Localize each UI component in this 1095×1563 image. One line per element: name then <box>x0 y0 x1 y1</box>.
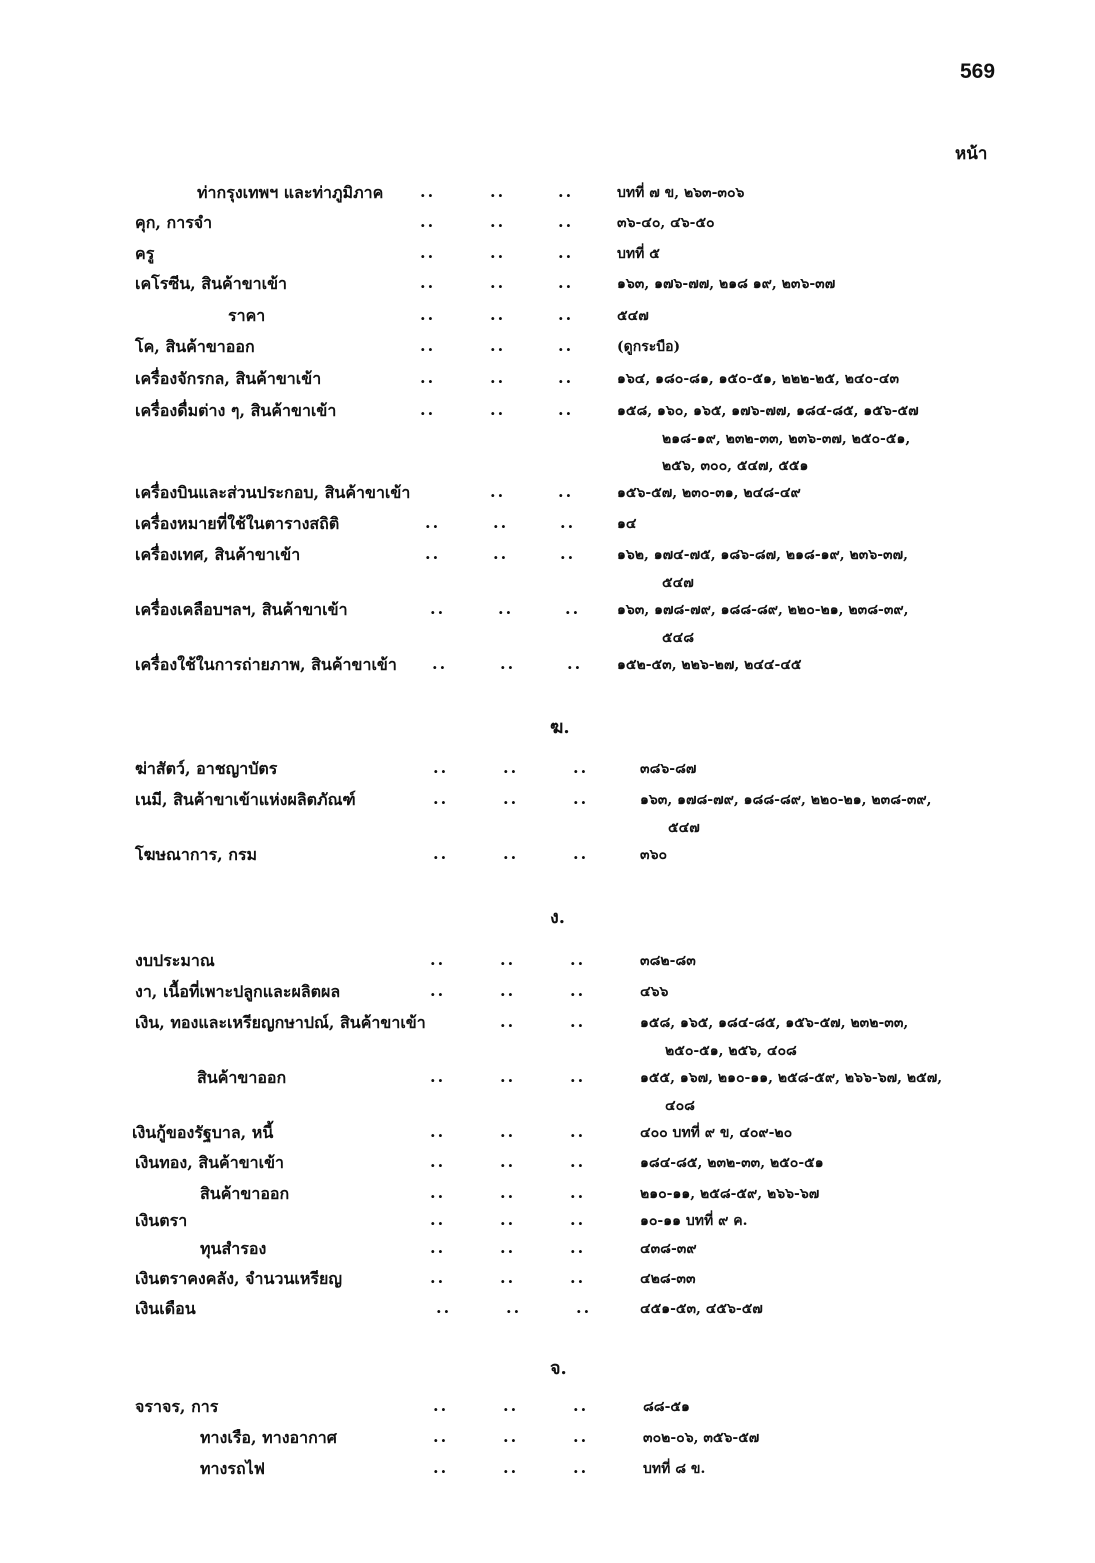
entry-page-refs-continued: ๔๐๘ <box>665 1098 695 1114</box>
leader-dots: .. <box>570 950 586 969</box>
entry-page-refs: ๓๖-๔๐, ๔๖-๕๐ <box>617 215 715 231</box>
entry-label: ทางรถไฟ <box>200 1459 265 1478</box>
entry-page-refs: บทที่ ๕ <box>617 246 660 262</box>
leader-dots: .. <box>490 336 506 355</box>
leader-dots: .. <box>500 981 516 1000</box>
leader-dots: .. <box>420 182 436 201</box>
entry-page-refs: ๔๓๘-๓๙ <box>640 1241 697 1257</box>
leader-dots: .. <box>560 544 576 563</box>
entry-page-refs: ๑๖๓, ๑๗๘-๗๙, ๑๘๘-๘๙, ๒๒๐-๒๑, ๒๓๘-๓๙, <box>617 602 909 618</box>
leader-dots: .. <box>490 182 506 201</box>
entry-label: เครื่องเทศ, สินค้าขาเข้า <box>135 545 301 564</box>
entry-page-refs: ๑๕๘, ๑๖๕, ๑๘๔-๘๕, ๑๕๖-๕๗, ๒๓๒-๓๓, <box>640 1015 909 1031</box>
leader-dots: .. <box>503 758 519 777</box>
entry-page-refs-continued: ๕๔๗ <box>668 820 700 836</box>
leader-dots: .. <box>490 212 506 231</box>
leader-dots: .. <box>433 1458 449 1477</box>
section-heading: ฆ. <box>550 717 570 738</box>
leader-dots: .. <box>573 789 589 808</box>
entry-page-refs: ๔๕๑-๕๓, ๔๕๖-๕๗ <box>640 1301 763 1317</box>
entry-page-refs: ๑๔ <box>617 516 637 532</box>
entry-page-refs: ๑๖๓, ๑๗๘-๗๙, ๑๘๘-๘๙, ๒๒๐-๒๑, ๒๓๘-๓๙, <box>640 792 932 808</box>
entry-label: ฆ่าสัตว์, อาชญาบัตร <box>135 759 278 778</box>
leader-dots: .. <box>576 1298 592 1317</box>
entry-page-refs-continued: ๒๑๘-๑๙, ๒๓๒-๓๓, ๒๓๖-๓๗, ๒๕๐-๕๑, <box>662 431 911 447</box>
leader-dots: .. <box>573 758 589 777</box>
leader-dots: .. <box>500 950 516 969</box>
leader-dots: .. <box>500 1012 516 1031</box>
entry-label: งบประมาณ <box>135 951 215 970</box>
leader-dots: .. <box>430 1268 446 1287</box>
leader-dots: .. <box>420 212 436 231</box>
leader-dots: .. <box>558 212 574 231</box>
entry-label: เคโรซีน, สินค้าขาเข้า <box>135 274 287 293</box>
section-heading: จ. <box>550 1358 567 1379</box>
leader-dots: .. <box>503 1458 519 1477</box>
leader-dots: .. <box>430 1210 446 1229</box>
leader-dots: .. <box>560 513 576 532</box>
leader-dots: .. <box>490 305 506 324</box>
leader-dots: .. <box>420 368 436 387</box>
entry-label: เครื่องจักรกล, สินค้าขาเข้า <box>135 369 322 388</box>
leader-dots: .. <box>503 1396 519 1415</box>
leader-dots: .. <box>493 544 509 563</box>
leader-dots: .. <box>433 789 449 808</box>
page-column-header: หน้า <box>955 144 988 164</box>
leader-dots: .. <box>503 1427 519 1446</box>
leader-dots: .. <box>558 400 574 419</box>
leader-dots: .. <box>570 981 586 1000</box>
entry-page-refs: ๑๕๖-๕๗, ๒๓๐-๓๑, ๒๔๘-๔๙ <box>617 485 801 501</box>
leader-dots: .. <box>558 336 574 355</box>
leader-dots: .. <box>503 844 519 863</box>
leader-dots: .. <box>567 654 583 673</box>
leader-dots: .. <box>430 950 446 969</box>
leader-dots: .. <box>558 368 574 387</box>
entry-page-refs: ๑๖๒, ๑๗๔-๗๕, ๑๘๖-๘๗, ๒๑๘-๑๙, ๒๓๖-๓๗, <box>617 547 908 563</box>
entry-label: ท่ากรุงเทพฯ และท่าภูมิภาค <box>197 183 384 202</box>
leader-dots: .. <box>430 1067 446 1086</box>
entry-page-refs: บทที่ ๗ ข, ๒๖๓-๓๐๖ <box>617 185 745 201</box>
leader-dots: .. <box>420 273 436 292</box>
leader-dots: .. <box>573 1396 589 1415</box>
leader-dots: .. <box>420 243 436 262</box>
leader-dots: .. <box>570 1067 586 1086</box>
entry-label: เงิน, ทองและเหรียญกษาปณ์, สินค้าขาเข้า <box>135 1013 426 1032</box>
leader-dots: .. <box>430 599 446 618</box>
entry-page-refs: ๑๐-๑๑ บทที่ ๙ ค. <box>640 1213 748 1229</box>
section-heading: ง. <box>550 907 566 928</box>
leader-dots: .. <box>506 1298 522 1317</box>
entry-page-refs: ๓๘๖-๘๗ <box>640 761 697 777</box>
entry-page-refs: ๔๒๘-๓๓ <box>640 1271 696 1287</box>
entry-page-refs: ๔๐๐ บทที่ ๙ ข, ๔๐๙-๒๐ <box>640 1125 793 1141</box>
leader-dots: .. <box>430 1238 446 1257</box>
leader-dots: .. <box>430 1183 446 1202</box>
entry-label: เครื่องใช้ในการถ่ายภาพ, สินค้าขาเข้า <box>135 655 397 674</box>
entry-page-refs: ๓๘๒-๘๓ <box>640 953 696 969</box>
leader-dots: .. <box>573 1427 589 1446</box>
leader-dots: .. <box>558 182 574 201</box>
page-number: 569 <box>960 60 996 83</box>
leader-dots: .. <box>570 1238 586 1257</box>
entry-label: โฆษณาการ, กรม <box>135 845 258 864</box>
entry-page-refs-continued: ๒๕๖, ๓๐๐, ๕๔๗, ๕๕๑ <box>662 458 809 474</box>
entry-label: จราจร, การ <box>135 1397 219 1416</box>
entry-page-refs: ๑๖๓, ๑๗๖-๗๗, ๒๑๘ ๑๙, ๒๓๖-๓๗ <box>617 276 836 292</box>
leader-dots: .. <box>570 1152 586 1171</box>
entry-label: สินค้าขาออก <box>200 1184 290 1203</box>
leader-dots: .. <box>500 1152 516 1171</box>
entry-page-refs: ๓๖๐ <box>640 847 668 863</box>
entry-page-refs: (ดูกระบือ) <box>617 339 681 355</box>
entry-label: คุก, การจำ <box>135 213 213 232</box>
entry-page-refs-continued: ๕๔๘ <box>662 630 694 646</box>
entry-page-refs: ๑๖๔, ๑๘๐-๘๑, ๑๕๐-๕๑, ๒๒๒-๒๕, ๒๔๐-๔๓ <box>617 371 900 387</box>
leader-dots: .. <box>433 1396 449 1415</box>
entry-label: สินค้าขาออก <box>197 1068 287 1087</box>
leader-dots: .. <box>436 1298 452 1317</box>
leader-dots: .. <box>500 1122 516 1141</box>
entry-label: งา, เนื้อที่เพาะปลูกและผลิตผล <box>135 982 341 1001</box>
entry-page-refs-continued: ๒๕๐-๕๑, ๒๕๖, ๔๐๘ <box>665 1043 797 1059</box>
entry-label: เครื่องหมายที่ใช้ในตารางสถิติ <box>135 514 340 533</box>
leader-dots: .. <box>490 368 506 387</box>
entry-page-refs: ๓๐๒-๐๖, ๓๕๖-๕๗ <box>643 1430 760 1446</box>
leader-dots: .. <box>573 1458 589 1477</box>
leader-dots: .. <box>498 599 514 618</box>
entry-label: ทุนสำรอง <box>200 1239 267 1258</box>
entry-label: เงินเดือน <box>135 1299 196 1318</box>
entry-page-refs: ๒๑๐-๑๑, ๒๕๘-๕๙, ๒๖๖-๖๗ <box>640 1186 820 1202</box>
leader-dots: .. <box>570 1122 586 1141</box>
leader-dots: .. <box>432 654 448 673</box>
leader-dots: .. <box>500 1067 516 1086</box>
entry-label: ทางเรือ, ทางอากาศ <box>200 1428 337 1447</box>
leader-dots: .. <box>433 1427 449 1446</box>
leader-dots: .. <box>490 400 506 419</box>
leader-dots: .. <box>500 1268 516 1287</box>
leader-dots: .. <box>420 305 436 324</box>
leader-dots: .. <box>433 758 449 777</box>
entry-label: โค, สินค้าขาออก <box>135 337 255 356</box>
entry-page-refs: บทที่ ๘ ข. <box>643 1461 706 1477</box>
entry-label: เงินกู้ของรัฐบาล, หนี้ <box>132 1123 274 1142</box>
leader-dots: .. <box>420 400 436 419</box>
leader-dots: .. <box>565 599 581 618</box>
leader-dots: .. <box>500 1183 516 1202</box>
leader-dots: .. <box>433 844 449 863</box>
leader-dots: .. <box>430 981 446 1000</box>
entry-page-refs: ๘๘-๕๑ <box>643 1399 690 1415</box>
entry-label: เครื่องดื่มต่าง ๆ, สินค้าขาเข้า <box>135 401 337 420</box>
entry-label: เงินตราคงคลัง, จำนวนเหรียญ <box>135 1269 342 1288</box>
leader-dots: .. <box>425 544 441 563</box>
leader-dots: .. <box>570 1210 586 1229</box>
entry-label: เงินทอง, สินค้าขาเข้า <box>135 1153 285 1172</box>
entry-label: เงินตรา <box>135 1211 188 1230</box>
leader-dots: .. <box>490 482 506 501</box>
leader-dots: .. <box>430 1122 446 1141</box>
entry-label: เครื่องบินและส่วนประกอบ, สินค้าขาเข้า <box>135 483 411 502</box>
leader-dots: .. <box>425 513 441 532</box>
entry-page-refs: ๑๕๒-๕๓, ๒๒๖-๒๗, ๒๔๔-๔๕ <box>617 657 802 673</box>
leader-dots: .. <box>558 482 574 501</box>
leader-dots: .. <box>503 789 519 808</box>
leader-dots: .. <box>573 844 589 863</box>
entry-page-refs: ๑๕๕, ๑๖๗, ๒๑๐-๑๑, ๒๕๘-๕๙, ๒๖๖-๖๗, ๒๕๗, <box>640 1070 943 1086</box>
entry-page-refs: ๑๕๘, ๑๖๐, ๑๖๕, ๑๗๖-๗๗, ๑๘๔-๘๕, ๑๕๖-๕๗ <box>617 403 919 419</box>
leader-dots: .. <box>500 1238 516 1257</box>
leader-dots: .. <box>570 1012 586 1031</box>
entry-page-refs: ๔๖๖ <box>640 984 669 1000</box>
leader-dots: .. <box>570 1268 586 1287</box>
leader-dots: .. <box>500 654 516 673</box>
entry-page-refs-continued: ๕๔๗ <box>662 575 694 591</box>
entry-page-refs: ๑๘๔-๘๕, ๒๓๒-๓๓, ๒๕๐-๕๑ <box>640 1155 824 1171</box>
leader-dots: .. <box>493 513 509 532</box>
entry-label: ราคา <box>228 306 266 325</box>
leader-dots: .. <box>558 243 574 262</box>
entry-page-refs: ๕๔๗ <box>617 308 649 324</box>
leader-dots: .. <box>490 243 506 262</box>
leader-dots: .. <box>558 273 574 292</box>
entry-label: เครื่องเคลือบฯลฯ, สินค้าขาเข้า <box>135 600 348 619</box>
entry-label: เนมี, สินค้าขาเข้าแห่งผลิตภัณฑ์ <box>135 790 356 809</box>
leader-dots: .. <box>430 1152 446 1171</box>
leader-dots: .. <box>490 273 506 292</box>
leader-dots: .. <box>570 1183 586 1202</box>
leader-dots: .. <box>500 1210 516 1229</box>
leader-dots: .. <box>558 305 574 324</box>
leader-dots: .. <box>420 336 436 355</box>
entry-label: ครู <box>135 244 155 263</box>
